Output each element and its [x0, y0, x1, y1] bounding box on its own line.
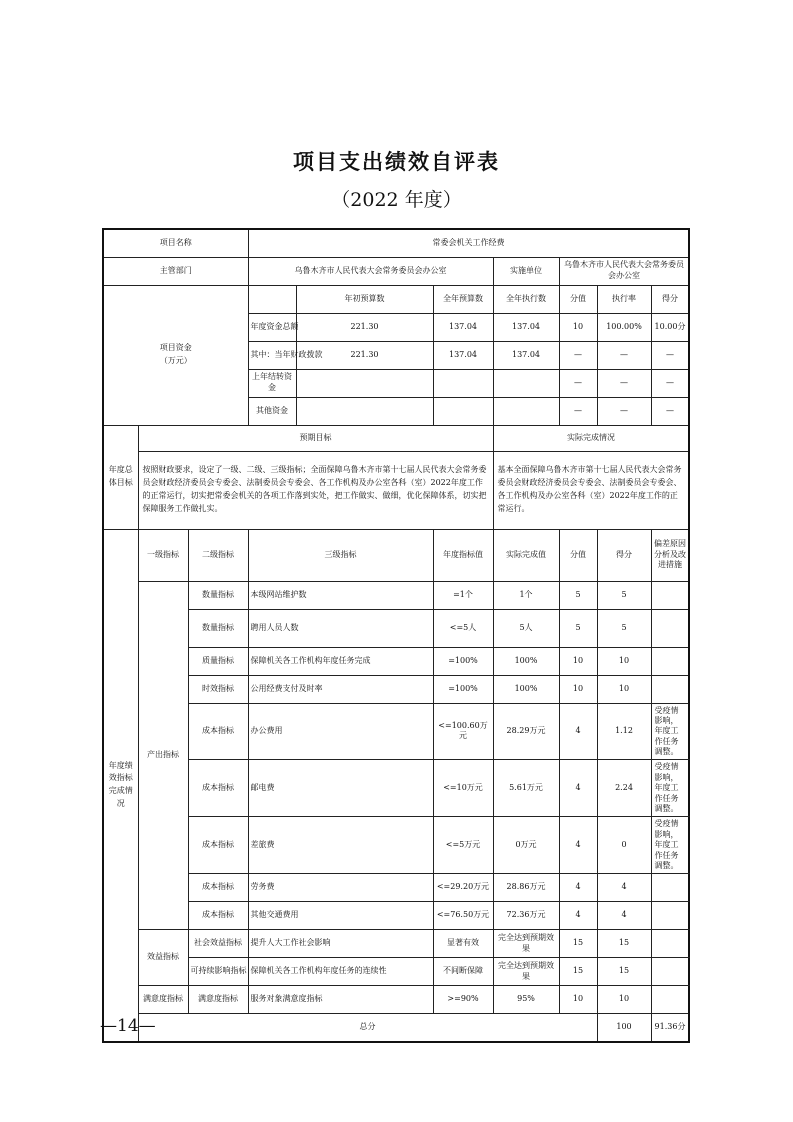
indicator-target: <=5万元 — [433, 817, 493, 874]
indicator-level2: 可持续影响指标 — [188, 958, 248, 986]
funds-cell — [296, 369, 433, 397]
indicator-actual: 100% — [493, 647, 559, 675]
funds-cell: 10.00分 — [651, 313, 689, 341]
header-score: 得分 — [597, 529, 651, 581]
performance-table — [102, 228, 690, 1043]
indicator-level3: 服务对象满意度指标 — [248, 986, 433, 1014]
indicator-note — [651, 675, 689, 703]
funds-cell — [493, 369, 559, 397]
funds-cell: — — [597, 369, 651, 397]
indicator-note — [651, 647, 689, 675]
indicator-level2: 满意度指标 — [188, 986, 248, 1014]
indicator-target: =100% — [433, 647, 493, 675]
page-title: 项目支出绩效自评表 — [293, 149, 500, 174]
funds-cell: — — [651, 369, 689, 397]
project-name-row — [103, 229, 689, 257]
goals-actual-text: 基本全面保障乌鲁木齐市第十七届人民代表大会常务委员会财政经济委员会专委会、法制委员会专委会、各工作机构及办公室各科（室）2022年度工作的正常运行。 — [493, 451, 689, 529]
indicator-score: 1.12 — [597, 703, 651, 760]
header-note: 偏差原因分析及改进措施 — [651, 529, 689, 581]
indicator-row — [103, 703, 689, 760]
indicator-row — [103, 760, 689, 817]
indicator-actual: 0万元 — [493, 817, 559, 874]
funds-cell: 137.04 — [433, 341, 493, 369]
goals-expected-text: 按照财政要求，设定了一级、二级、三级指标；全面保障乌鲁木齐市第十七届人民代表大会常务委员会财政经济委员会专委会、法制委员会专委会、各工作机构及办公室各科（室）2022年度工作的正常运行，切实把常委会机关的各项工作落到实处，把工作做实、做细，优化保障体系，切实把保障服务工作做扎实。 — [138, 451, 493, 529]
indicator-actual: 5.61万元 — [493, 760, 559, 817]
goals-expected-header: 预期目标 — [138, 425, 493, 451]
goals-actual-header: 实际完成情况 — [493, 425, 689, 451]
indicator-row — [103, 874, 689, 902]
funds-cell: — — [651, 341, 689, 369]
indicator-score-value: 4 — [559, 703, 597, 760]
funds-header-executed: 全年执行数 — [493, 285, 559, 313]
benefit-label: 效益指标 — [138, 930, 188, 986]
indicator-score-value: 10 — [559, 675, 597, 703]
indicator-row — [103, 902, 689, 930]
indicator-score-value: 10 — [559, 986, 597, 1014]
indicator-note: 受疫情影响，年度工作任务调整。 — [651, 817, 689, 874]
funds-header-initial: 年初预算数 — [296, 285, 433, 313]
indicator-row — [103, 986, 689, 1014]
indicator-level2: 社会效益指标 — [188, 930, 248, 958]
indicator-score: 10 — [597, 675, 651, 703]
indicator-actual: 28.86万元 — [493, 874, 559, 902]
implementer-label: 实施单位 — [493, 257, 559, 285]
indicator-target: =100% — [433, 675, 493, 703]
indicator-level3: 本级网站维护数 — [248, 581, 433, 609]
funds-cell: 221.30 — [296, 313, 433, 341]
indicator-score-value: 4 — [559, 874, 597, 902]
indicator-target: <=76.50万元 — [433, 902, 493, 930]
funds-cell: — — [559, 397, 597, 425]
indicator-level2: 数量指标 — [188, 609, 248, 647]
funds-label: 项目资金 （万元） — [103, 285, 248, 425]
indicator-score: 0 — [597, 817, 651, 874]
goals-header-row — [103, 425, 689, 451]
header-level2: 二级指标 — [188, 529, 248, 581]
indicator-level3: 保障机关各工作机构年度任务的连续性 — [248, 958, 433, 986]
indicator-score: 15 — [597, 930, 651, 958]
total-row — [103, 1014, 689, 1042]
indicator-level2: 成本指标 — [188, 902, 248, 930]
indicator-actual: 1个 — [493, 581, 559, 609]
funds-cell — [493, 397, 559, 425]
indicators-header-row — [103, 529, 689, 581]
funds-cell: 100.00% — [597, 313, 651, 341]
indicator-actual: 72.36万元 — [493, 902, 559, 930]
funds-header-score-value: 分值 — [559, 285, 597, 313]
indicator-row — [103, 675, 689, 703]
indicator-score: 10 — [597, 647, 651, 675]
indicator-note — [651, 902, 689, 930]
indicator-score-value: 4 — [559, 902, 597, 930]
indicator-score-value: 4 — [559, 760, 597, 817]
indicator-score-value: 15 — [559, 930, 597, 958]
page-number: —14— — [100, 1016, 156, 1036]
funds-cell: 10 — [559, 313, 597, 341]
indicator-note — [651, 581, 689, 609]
indicator-actual: 100% — [493, 675, 559, 703]
header-level1: 一级指标 — [138, 529, 188, 581]
total-label: 总分 — [138, 1014, 597, 1042]
indicator-score: 4 — [597, 874, 651, 902]
indicator-actual: 95% — [493, 986, 559, 1014]
department-row — [103, 257, 689, 285]
indicator-level3: 办公费用 — [248, 703, 433, 760]
indicators-section-label: 年度绩 效指标 完成情 况 — [103, 529, 138, 1042]
indicator-target: >=90% — [433, 986, 493, 1014]
indicator-level3: 聘用人员人数 — [248, 609, 433, 647]
funds-cell: 137.04 — [493, 313, 559, 341]
indicator-level2: 成本指标 — [188, 817, 248, 874]
indicator-target: <=100.60万元 — [433, 703, 493, 760]
indicator-note — [651, 930, 689, 958]
indicator-level3: 其他交通费用 — [248, 902, 433, 930]
indicator-note — [651, 609, 689, 647]
indicator-level3: 劳务费 — [248, 874, 433, 902]
funds-cell: — — [559, 341, 597, 369]
header-level3: 三级指标 — [248, 529, 433, 581]
indicator-note — [651, 874, 689, 902]
indicator-row — [103, 958, 689, 986]
indicator-level3: 保障机关各工作机构年度任务完成 — [248, 647, 433, 675]
indicator-actual: 完全达到预期效果 — [493, 958, 559, 986]
funds-header-row — [103, 285, 689, 313]
indicator-level3: 差旅费 — [248, 817, 433, 874]
indicator-target: <=10万元 — [433, 760, 493, 817]
project-name-label: 项目名称 — [103, 229, 248, 257]
funds-header-annual: 全年预算数 — [433, 285, 493, 313]
indicator-score: 2.24 — [597, 760, 651, 817]
indicator-target: <=5人 — [433, 609, 493, 647]
project-name-value: 常委会机关工作经费 — [248, 229, 689, 257]
indicator-score-value: 5 — [559, 609, 597, 647]
indicator-level2: 成本指标 — [188, 703, 248, 760]
goals-text-row — [103, 451, 689, 529]
indicator-score-value: 5 — [559, 581, 597, 609]
header-score-value: 分值 — [559, 529, 597, 581]
department-value: 乌鲁木齐市人民代表大会常务委员会办公室 — [248, 257, 493, 285]
funds-header-blank — [248, 285, 296, 313]
goals-label: 年度总 体目标 — [103, 425, 138, 529]
funds-cell — [433, 397, 493, 425]
indicator-level3: 公用经费支付及时率 — [248, 675, 433, 703]
indicator-score-value: 10 — [559, 647, 597, 675]
funds-row-label: 年度资金总额 — [248, 313, 296, 341]
funds-cell — [296, 397, 433, 425]
indicator-actual: 完全达到预期效果 — [493, 930, 559, 958]
indicator-score: 15 — [597, 958, 651, 986]
indicator-target: =1个 — [433, 581, 493, 609]
funds-header-rate: 执行率 — [597, 285, 651, 313]
satisfaction-label: 满意度指标 — [138, 986, 188, 1014]
funds-row-label: 其他资金 — [248, 397, 296, 425]
funds-row-label: 上年结转资金 — [248, 369, 296, 397]
indicator-level2: 成本指标 — [188, 874, 248, 902]
indicator-target: 显著有效 — [433, 930, 493, 958]
indicator-level3: 邮电费 — [248, 760, 433, 817]
indicator-actual: 28.29万元 — [493, 703, 559, 760]
indicator-note: 受疫情影响，年度工作任务调整。 — [651, 760, 689, 817]
indicator-row — [103, 609, 689, 647]
indicator-score: 4 — [597, 902, 651, 930]
department-label: 主管部门 — [103, 257, 248, 285]
indicator-level2: 成本指标 — [188, 760, 248, 817]
implementer-value: 乌鲁木齐市人民代表大会常务委员会办公室 — [559, 257, 689, 285]
funds-cell: 137.04 — [493, 341, 559, 369]
funds-cell — [433, 369, 493, 397]
indicator-row — [103, 581, 689, 609]
indicator-score: 5 — [597, 609, 651, 647]
funds-row-label: 其中：当年财政拨款 — [248, 341, 296, 369]
total-score: 91.36分 — [651, 1014, 689, 1042]
funds-cell: — — [597, 341, 651, 369]
indicator-note: 受疫情影响，年度工作任务调整。 — [651, 703, 689, 760]
indicator-target: <=29.20万元 — [433, 874, 493, 902]
indicator-score-value: 4 — [559, 817, 597, 874]
output-label: 产出指标 — [138, 581, 188, 930]
indicator-row — [103, 930, 689, 958]
header-target: 年度指标值 — [433, 529, 493, 581]
indicator-target: 不间断保障 — [433, 958, 493, 986]
funds-header-score: 得分 — [651, 285, 689, 313]
total-score-value: 100 — [597, 1014, 651, 1042]
indicator-row — [103, 817, 689, 874]
indicator-level3: 提升人大工作社会影响 — [248, 930, 433, 958]
header-actual: 实际完成值 — [493, 529, 559, 581]
indicator-score-value: 15 — [559, 958, 597, 986]
indicator-level2: 时效指标 — [188, 675, 248, 703]
funds-cell: — — [597, 397, 651, 425]
funds-cell: 137.04 — [433, 313, 493, 341]
page-subtitle: （2022 年度） — [331, 189, 462, 211]
indicator-score: 5 — [597, 581, 651, 609]
indicator-score: 10 — [597, 986, 651, 1014]
indicator-row — [103, 647, 689, 675]
indicator-level2: 质量指标 — [188, 647, 248, 675]
funds-cell: — — [559, 369, 597, 397]
indicator-level2: 数量指标 — [188, 581, 248, 609]
indicator-note — [651, 986, 689, 1014]
indicator-actual: 5人 — [493, 609, 559, 647]
funds-cell: 221.30 — [296, 341, 433, 369]
funds-cell: — — [651, 397, 689, 425]
indicator-note — [651, 958, 689, 986]
